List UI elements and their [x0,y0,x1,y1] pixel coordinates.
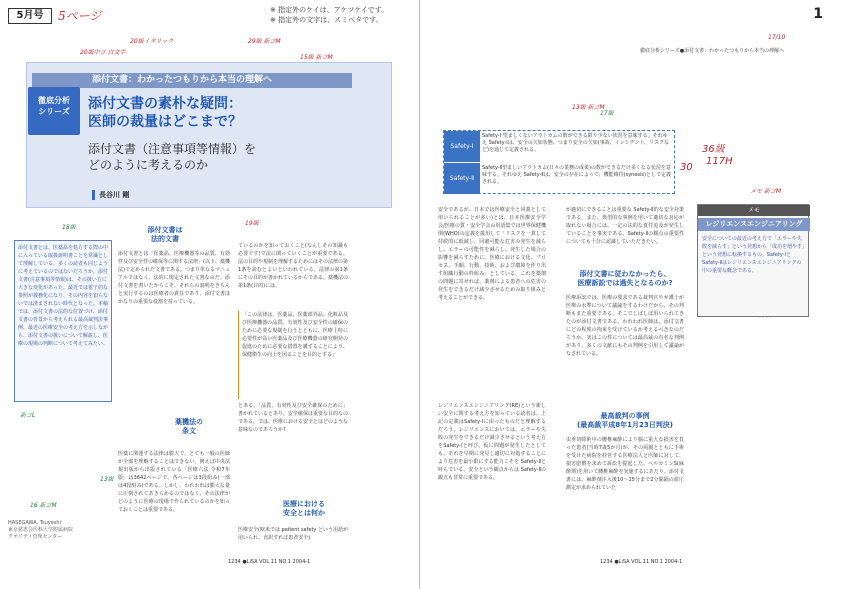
left-page [0,0,420,589]
author-name: 長谷川 剛 [92,190,129,200]
body-column: とある。「品質、有効性及び安全確保のために」書かれているとあり、安全確保は重要な目的なのである。では、医療における安全とはどのような意味なのであろうか? [238,403,348,433]
heading-law-article: 薬機法の 条文 [175,418,203,435]
body-column: 医療訴訟では、医療の要求である裁判官や弁護士が医療の水準について議論をするわけだから、その判断もまた重要である。そこでしばしば用いられてきたのが添付文書である。われわれ医師は、添付文書にどの程度の拘束を受けているか考えるべきなのだろうか。実はこの件については最高裁の有名な判例があり、多くの文献にもその判例を引用して議論がなされている。 [566,295,684,357]
proof-mark: 30 [680,162,693,173]
proof-mark: メモ 新ゴM [750,188,782,195]
article-subtitle: 添付文書：わかったつもりから本当の理解へ [32,73,352,88]
body-column: レジリエンスエンジニアリング(RE)という新しい安全に関する考え方を知っている読者は、上記の定義はSafety-Ⅰに由ったものだと理解するだろう。レジリエンスにおいては、エラーや失敗の発生をできるだけ減少させるという考え方をSafety-Ⅰと呼び、仮に問題が発生したとしても、それを早期に発見し適切に対処することにより危害を最小限にする能力こそを Safety-Ⅱと呼んでいる。安全という観点からは Safety-Ⅱの観点も非常に重要である。 [438,403,546,481]
page-footer: 1234 ●LiSA VOL.11 NO.1 2004-1 [228,559,311,565]
proof-mark: 13級 新ゴM [572,104,605,111]
page-footer: 1234 ●LiSA VOL.11 NO.1 2004-1 [600,559,683,565]
memo-header: メモ [698,205,810,216]
proof-mark: 29級 新ゴM [248,38,281,45]
safety-text: Safety-Ⅰ 望ましくないアウトカムの数ができる限り少ない状況を意味する。それゆえ Safety-Ⅰは、安全の欠如状態、つまり安全の欠如(事故、インシデント、リスクなど)を通じて定義される。 [482,133,669,153]
proof-notes: ※ 指定外のケイは、アケツケイです。 ※ 指定外の文字は、スミベタです。 [270,6,389,24]
proof-mark: 17/10 [768,34,786,41]
heading-medical-safety: 医療における 安全とは何か [283,500,325,517]
proof-mark: 17級 [600,110,614,117]
body-column: 安全であるが、日本では医療安全と同義として用いられることが多い)とは、日本医療安全学会/医療の質・安全学会の用語集では世界保健機関(WHO)の定義を援用して「リスクを一貫して持続的に低減し、回避可能な危害の発生を減らし、エラーの可能性を減らし、発生した場合の影響を減らすために、医療における文化、プロセス、手順、行動、技術、および環境を作り出す組織行動の枠組み」としている。これを薬剤の問題に寄せれば、薬剤による患者への危害の発生をできるだけ減少させるための取り組みと考えることができる。 [438,207,546,301]
heading-legal-document: 添付文書は 法的文書 [147,226,183,243]
proof-mark: 19級 [245,220,259,227]
page-number: 1 [813,6,823,22]
memo-box [697,204,809,317]
safety-row [444,163,676,194]
author-footer: HASEGAWA, Tsuyoshi 東京慈恵会医科大学附属病院 クオリティ管理センター [8,520,74,540]
safety-label: Safety-Ⅰ [444,131,480,162]
lead-paragraph: 添付文書とは、医薬品を処方する際の中に入っている取扱説明書ことを常識として理解している。多くの読者も同じように考えているのではないだろうか。添付文書(注意事項等情報)は、その扱い方に大きな変化があった。最近では電子的な参照が義務化になり、その内容を知らないでは済まされない時代となった。本稿では、添付文書の法的な位置づけ、添付文書の背景から考えられる最高裁判決事例、最近の医療安全の考え方を示しながら、添付文書の扱いについて解説し、医療の現場の判断について考えてみたい。 [14,240,112,402]
body-column: 医薬に関連する法律は膨大で、とても一般の医師が全部を理解することはできない。例えば中央法規出版から出版されている「医療六法 令和7年版」は3642ページで、各ページは3段組み(一部は4段組み)である。しかし、われわれは膨大な量に圧倒されてあきらめるのではなく、その法律がどのように医療の現場で作られているのかを知っておくことは重要である。 [118,451,230,513]
memo-text: 安全についての最近の考え方で「エラーや失敗を減らす」という発想から「成功を増やす」という発想に転換するもの。Safety-ⅠとSafety-Ⅱはレジリエンスエンジニアリングの中の重要な概念である。 [702,236,805,274]
heading-supreme-court: 最高裁判の事例 (最高裁平成8年1月23日判決) [577,412,673,429]
body-column: が適切にできることは重要な Safety-Ⅱ的な安全対策である。また、典型的な事例を用いて適切な対応が取れない場合には、一定の法的な責任追及が発生していることを事実である。Safety-Ⅱの観点の重要性についても十分に認識していただきたい。 [566,207,684,245]
body-column: ているのかを知っておくこと(なんしその知識も必要です)で法に関っていくことが重要である。法の目的や規制を理解するためにはその法律の第1条を読むとよいといわれている。法律の第1条にその目的が書かれているからである。薬機法の第1条(目的)には、 [238,243,348,289]
body-column: 添付文書とは「医薬品、医療機器等の品質、有効性及び安全性の確保等に関する法律」(以下、薬機法)で定められた文書である。つまり単なるマニュアルではなく、法的に規定された文書なのだ。添付文書を書いたからこそ、それらの説明をきちんと実行するのは医療者の責任であり、添付文書はかなりの重要な役割を持っている。 [118,251,230,305]
proof-mark: 36級 [702,144,725,155]
proof-mark: 20級イタリック [130,38,174,45]
heading-lawsuit: 添付文書に従わなかったら、 医療訴訟では過失となるのか? [577,270,673,287]
safety-label: Safety-Ⅱ [444,163,480,194]
body-column: 医療安全(欧米では patient safety という用語が用いられ、直訳すれば患者安全) [238,527,348,541]
safety-text: Safety-Ⅱ望ましいアウトカム(日々の業務の成果)の数ができるだけ多くなる状況を意味する。それゆえ Safety-Ⅱは、安全の存在によって、機能維持(synesis)として定義される。 [482,165,671,185]
proof-mark: 新ゴL [20,412,36,419]
proof-mark: 13級 [100,476,114,483]
issue-label: 5月号 [8,8,52,24]
series-badge: 徹底分析 シリーズ [28,87,80,135]
safety-definition-table [443,130,675,194]
proof-mark: 20級中ゴ 白文字 [80,49,126,56]
page-label: 5ページ [58,9,102,23]
proof-mark: 16 新ゴM [30,502,57,509]
proof-mark: 117H [706,156,733,167]
safety-row [444,131,676,162]
sub-title: 添付文書（注意事項等情報）を どのように考えるのか [88,142,257,172]
law-quote: 「この法律は、医薬品、医薬部外品、化粧品及び医療機器の品質、有効性及び安全性の確保のために必要な規制を行うとともに、医療上特に必要性が高い医薬品及び医療機器の研究開発の促進のために必要な措置を講ずることにより、保健衛生の向上を図ることを目的とする」 [238,311,348,399]
proof-mark: 15級 新ゴM [300,54,333,61]
memo-title: レジリエンスエンジニアリング [698,218,810,231]
body-column: 虫垂切除術中の腰椎麻酔により脳に重大な損害を負った患者(当時7歳5か月)が、その両親とともに手術を受けた病院を経営する医療法人と医師に対して、損害賠償を求めて訴訟を提起した。ペルカミンS(麻酔剤)を用いて腰椎麻酔を実施するにあたり、添付文書には、麻酔剤注入後10〜15分まで2分間隔の血圧測定が求められていた [566,437,684,491]
running-header: 徹底分析シリーズ●添付文書：わかったつもりから本当の理解へ [640,48,785,54]
proof-mark: 18級 [62,224,76,231]
main-title: 添付文書の素朴な疑問： 医師の裁量はどこまで？ [88,96,242,130]
